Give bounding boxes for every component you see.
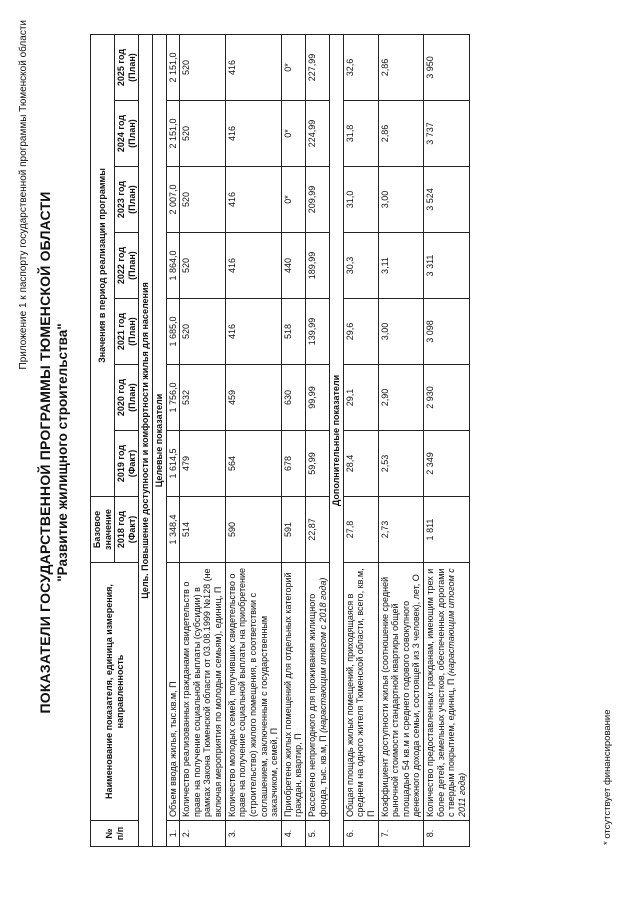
value-cell: 2,73: [378, 497, 423, 563]
indicator-name-text: Объем ввода жилья, тыс.кв.м, П: [167, 681, 178, 817]
value-cell: 416: [225, 34, 281, 100]
indicator-name: [305, 563, 329, 821]
header-year: 2025 год (План): [115, 34, 139, 100]
value-cell: 2,86: [378, 34, 423, 100]
header-program-period: Значения в период реализации программы: [91, 34, 115, 496]
value-cell: 1 811: [424, 497, 469, 563]
value-cell: 1 685,0: [166, 299, 180, 365]
annex-note: Приложение 1 к паспорту государственной программы Тюменской области: [18, 20, 29, 370]
header-year: 2021 год (План): [115, 299, 139, 365]
value-cell: 139,99: [305, 299, 329, 365]
value-cell: 189,99: [305, 233, 329, 299]
header-year: 2024 год (План): [115, 101, 139, 167]
row-number: 6.: [343, 821, 378, 847]
indicator-name-text: Количество реализованных гражданами свидетельств о праве на получение социальной выплаты (субсидии) в рамках Закона Тюменской области от 03.08.1999 №128 (не включая мероприятия по молодым семьям), единиц, П: [181, 568, 224, 817]
value-cell: 99,99: [305, 365, 329, 431]
value-cell: 514: [180, 497, 225, 563]
value-cell: 518: [281, 299, 305, 365]
value-cell: 678: [281, 431, 305, 497]
value-cell: 532: [180, 365, 225, 431]
header-indicator-name: Наименование показателя, единица измерения, направленность: [91, 563, 139, 821]
value-cell: 29,1: [343, 365, 378, 431]
value-cell: 591: [281, 497, 305, 563]
value-cell: 3 524: [424, 167, 469, 233]
table-row: [343, 34, 378, 846]
table-row: [378, 34, 423, 846]
value-cell: 3,00: [378, 167, 423, 233]
row-number: 8.: [424, 821, 469, 847]
value-cell: 224,99: [305, 101, 329, 167]
value-cell: 416: [225, 233, 281, 299]
value-cell: 520: [180, 167, 225, 233]
value-cell: 0*: [281, 101, 305, 167]
extra-section-row: Дополнительные показатели: [330, 34, 344, 846]
target-section-row: Целевые показатели: [153, 34, 167, 846]
table-row: [225, 34, 281, 846]
header-year: 2018 год (Факт): [115, 497, 139, 563]
value-cell: 32,6: [343, 34, 378, 100]
row-number: 7.: [378, 821, 423, 847]
indicator-name: [343, 563, 378, 821]
value-cell: 22,87: [305, 497, 329, 563]
row-number: 4.: [281, 821, 305, 847]
indicator-note: (нарастающим итогом с 2011 года): [446, 568, 467, 817]
row-number: 3.: [225, 821, 281, 847]
header-year: 2019 год (Факт): [115, 431, 139, 497]
header-number: № п/п: [91, 821, 139, 847]
value-cell: 2,86: [378, 101, 423, 167]
value-cell: 2,53: [378, 431, 423, 497]
value-cell: 2 151,0: [166, 101, 180, 167]
row-number: 2.: [180, 821, 225, 847]
header-base-value: Базовое значение: [91, 497, 115, 563]
table-row: [166, 34, 180, 846]
value-cell: 3 950: [424, 34, 469, 100]
header-year: 2020 год (План): [115, 365, 139, 431]
value-cell: 3,11: [378, 233, 423, 299]
value-cell: 630: [281, 365, 305, 431]
value-cell: 416: [225, 167, 281, 233]
indicator-note: (нарастающим итогом с 2018 года): [317, 577, 328, 733]
value-cell: 209,99: [305, 167, 329, 233]
value-cell: 564: [225, 431, 281, 497]
value-cell: 29,6: [343, 299, 378, 365]
indicator-name: [378, 563, 423, 821]
indicator-name: [281, 563, 305, 821]
indicator-name-text: Приобретено жилых помещений для отдельных категорий граждан, квартир, П: [282, 572, 304, 817]
indicator-name-text: Количество молодых семей, получивших свидетельство о праве на получение социальной выплаты на приобретение (строительство) жилого помещения, в соответствии с соглашением, заключенным с государственным заказчиком, семей, П: [226, 568, 280, 817]
value-cell: 2,90: [378, 365, 423, 431]
value-cell: 3 737: [424, 101, 469, 167]
footnote: * отсутствует финансирование: [602, 709, 613, 845]
page-title: ПОКАЗАТЕЛИ ГОСУДАРСТВЕННОЙ ПРОГРАММЫ ТЮМЕНСКОЙ ОБЛАСТИ: [37, 191, 53, 714]
value-cell: 59,99: [305, 431, 329, 497]
value-cell: 416: [225, 299, 281, 365]
header-year: 2022 год (План): [115, 233, 139, 299]
indicator-name-text: Количество предоставленных гражданам, имеющим трех и более детей, земельных участков, обеспеченных дорогами с твердым покрытием, единиц, П: [425, 568, 457, 817]
indicators-table: [90, 34, 470, 847]
value-cell: 1 756,0: [166, 365, 180, 431]
value-cell: 0*: [281, 34, 305, 100]
indicator-name-text: Коэффициент доступности жилья (соотношение средней рыночной стоимости стандартной квартиры общей площадью 54 кв.м и среднего годового совокупного денежного дохода семьи, состоящей из 3 человек), лет, О: [379, 574, 422, 817]
table-row: [424, 34, 469, 846]
value-cell: 520: [180, 34, 225, 100]
value-cell: 1 348,4: [166, 497, 180, 563]
value-cell: 2 007,0: [166, 167, 180, 233]
value-cell: 3 311: [424, 233, 469, 299]
table-row: [281, 34, 305, 846]
page-subtitle: "Развитие жилищного строительства": [55, 323, 70, 582]
value-cell: 416: [225, 101, 281, 167]
value-cell: 30,3: [343, 233, 378, 299]
value-cell: 459: [225, 365, 281, 431]
value-cell: 520: [180, 233, 225, 299]
value-cell: 31,8: [343, 101, 378, 167]
value-cell: 227,99: [305, 34, 329, 100]
value-cell: 31,0: [343, 167, 378, 233]
indicator-name: [180, 563, 225, 821]
value-cell: 0*: [281, 167, 305, 233]
indicator-name-text: Расселено непригодного для проживания жилищного фонда, тыс. кв.м, П: [306, 593, 328, 817]
row-number: 5.: [305, 821, 329, 847]
row-number: 1.: [166, 821, 180, 847]
value-cell: 3 098: [424, 299, 469, 365]
table-row: [305, 34, 329, 846]
value-cell: 28,4: [343, 431, 378, 497]
value-cell: 1 864,0: [166, 233, 180, 299]
indicator-name: [166, 563, 180, 821]
header-year: 2023 год (План): [115, 167, 139, 233]
value-cell: 590: [225, 497, 281, 563]
value-cell: 27,8: [343, 497, 378, 563]
indicator-name: [225, 563, 281, 821]
indicator-name-text: Общая площадь жилых помещений, приходящаяся в среднем на одного жителя Тюменской области, всего, кв.м, П: [344, 568, 377, 817]
value-cell: 479: [180, 431, 225, 497]
value-cell: 520: [180, 101, 225, 167]
value-cell: 3,00: [378, 299, 423, 365]
indicator-name: [424, 563, 469, 821]
value-cell: 1 614,5: [166, 431, 180, 497]
value-cell: 2 349: [424, 431, 469, 497]
table-row: [180, 34, 225, 846]
goal-row: Цель. Повышение доступности и комфортности жилья для населения: [139, 34, 153, 846]
value-cell: 440: [281, 233, 305, 299]
value-cell: 2 930: [424, 365, 469, 431]
value-cell: 2 151,0: [166, 34, 180, 100]
value-cell: 520: [180, 299, 225, 365]
